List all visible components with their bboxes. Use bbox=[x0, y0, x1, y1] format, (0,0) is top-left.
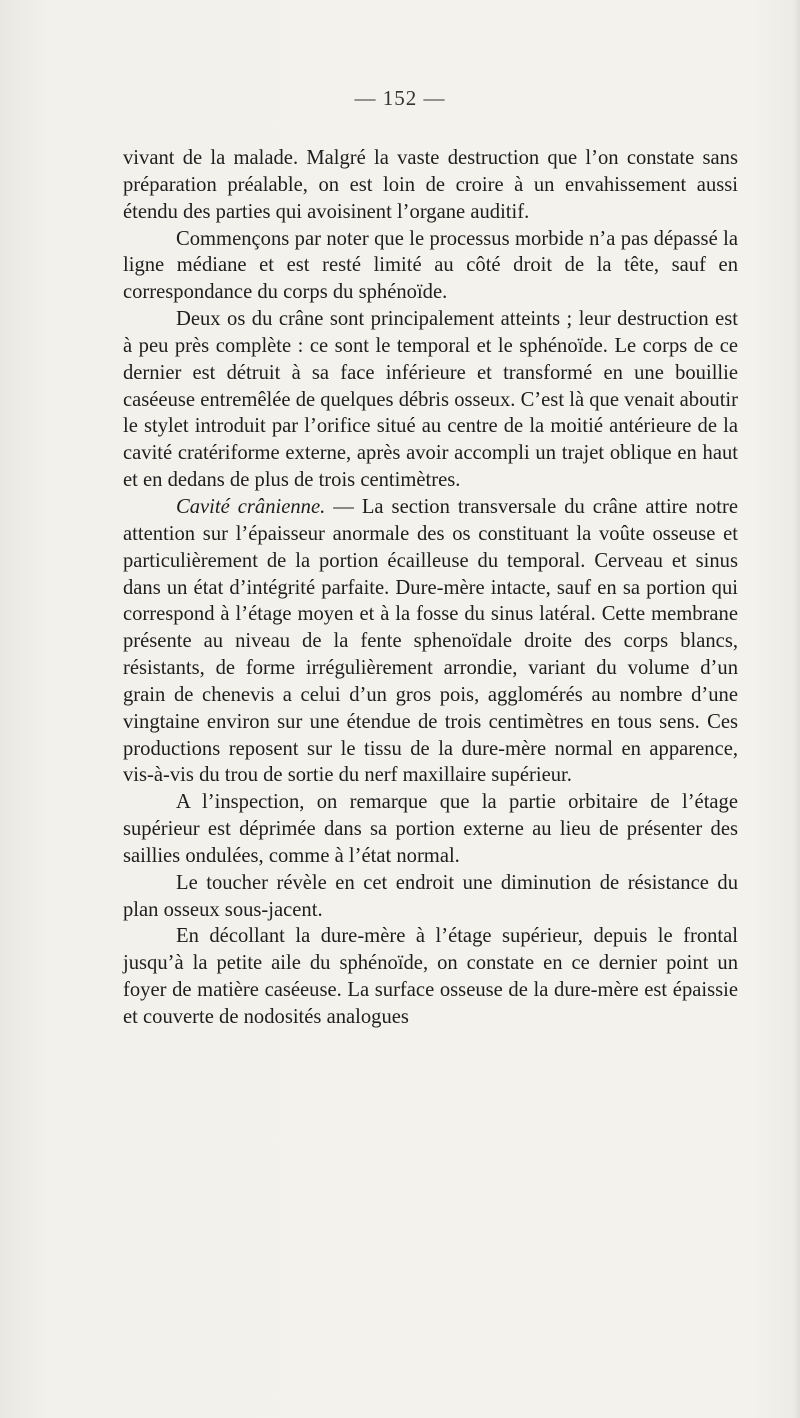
paragraph-4-text: — La section transversale du crâne attire notre attention sur l’épaisseur anormale des os constituant la voûte osseuse et particulièrement de la portion écailleuse du temporal. Cerveau et sinus dans un état d’intégrité parfaite. Dure-mère intacte, sauf en sa portion qui correspond à l’étage moyen et à la fosse du sinus latéral. Cette membrane présente au niveau de la fente sphenoïdale droite des corps blancs, résistants, de forme irrégulièrement arrondie, variant du volume d’un grain de chenevis a celui d’un gros pois, agglomérés au nombre d’une vingtaine environ sur une étendue de trois centimètres en tous sens. Ces productions reposent sur le tissu de la dure-mère normal en apparence, vis-à-vis du trou de sortie du nerf maxillaire supérieur. bbox=[123, 495, 738, 787]
paragraph-2: Commençons par noter que le processus morbide n’a pas dépassé la ligne médiane et est resté limité au côté droit de la tête, sauf en correspondance du corps du sphénoïde. bbox=[123, 227, 738, 304]
body-text bbox=[123, 145, 738, 1031]
page-number: — 152 — bbox=[354, 86, 446, 110]
paragraph-4 bbox=[123, 494, 738, 789]
paragraph-5: A l’inspection, on remarque que la partie orbitaire de l’étage supérieur est déprimée dans sa portion externe au lieu de présenter des saillies ondulées, comme à l’état normal. bbox=[123, 791, 738, 867]
paragraph-7: En décollant la dure-mère à l’étage supérieur, depuis le frontal jusqu’à la petite aile du sphénoïde, on constate en ce dernier point un foyer de matière caséeuse. La surface osseuse de la dure-mère est épaissie et couverte de nodosités analogues bbox=[123, 925, 738, 1028]
paragraph-6: Le toucher révèle en cet endroit une diminution de résistance du plan osseux sous-jacent. bbox=[123, 871, 738, 921]
paragraph-3: Deux os du crâne sont principalement atteints ; leur destruction est à peu près complète : ce sont le temporal et le sphénoïde. Le corps de ce dernier est détruit à sa face inférieure et transformé en une bouillie caséeuse entremêlée de quelques débris osseux. C’est là que venait aboutir le stylet introduit par l’orifice situé au centre de la moitié antérieure de la cavité cratériforme externe, après avoir accompli un trajet oblique en haut et en dedans de plus de trois centimètres. bbox=[123, 308, 738, 492]
page-edge-shadow bbox=[794, 0, 800, 1418]
paragraph-1: vivant de la malade. Malgré la vaste destruction que l’on constate sans préparation préalable, on est loin de croire à un envahissement aussi étendu des parties qui avoisinent l’organe auditif. bbox=[123, 147, 738, 223]
section-heading-cavite-cranienne: Cavité crânienne. bbox=[176, 495, 326, 518]
